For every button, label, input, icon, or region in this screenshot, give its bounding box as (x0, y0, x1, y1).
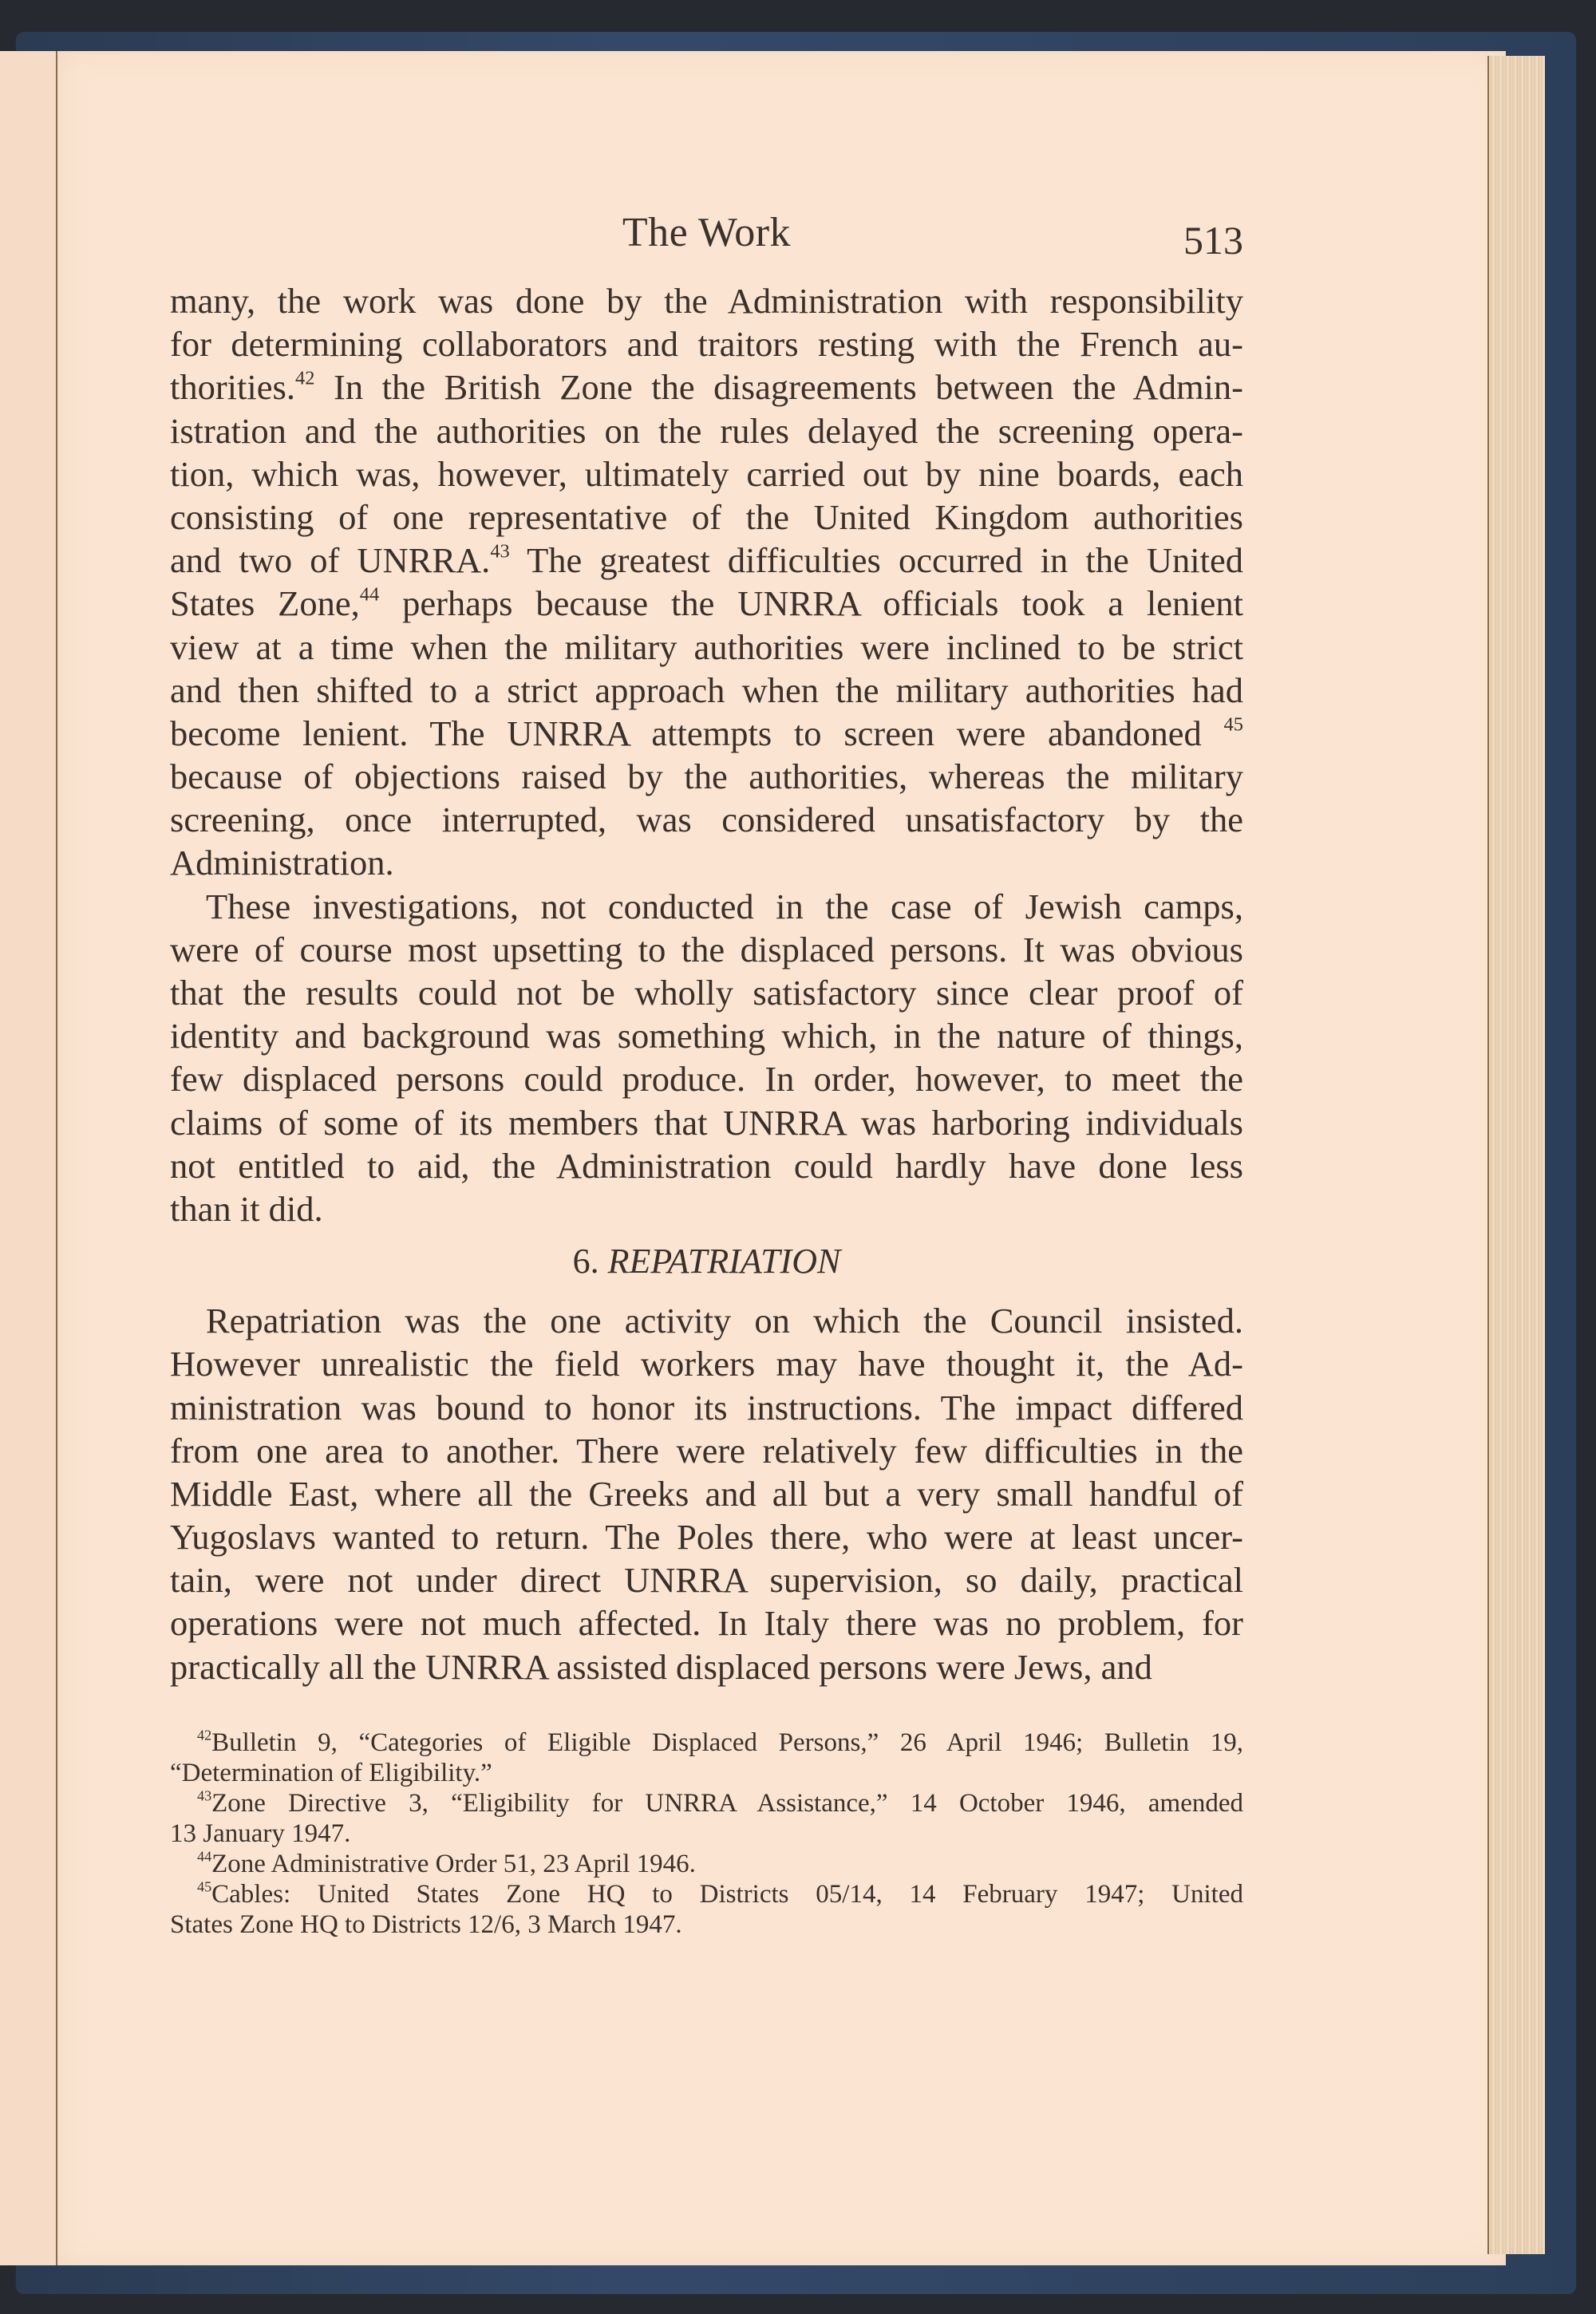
text-line: not entitled to aid, the Administration could hardly have done less (170, 1145, 1243, 1186)
text-line: practically all the UNRRA assisted displaced persons were Jews, and (170, 1646, 1152, 1687)
footnote-number: 43 (197, 1787, 212, 1804)
text-line: few displaced persons could produce. In order, however, to meet the (170, 1059, 1243, 1100)
footnote-line: $^{45}$Cables: United States Zone HQ to Districts 05/14, 14 February 1947; United (197, 1878, 1243, 1909)
running-head: The Work (622, 210, 792, 255)
footnote-44 (170, 1849, 1243, 1879)
footnote-42 (170, 1728, 1243, 1788)
text-line: ministration was bound to honor its instructions. The impact differed (170, 1387, 1243, 1427)
section-title: REPATRIATION (607, 1242, 841, 1281)
text-line: Middle East, where all the Greeks and all but a very small handful of (170, 1473, 1243, 1514)
text-line: screening, once interrupted, was considered unsatisfactory by the (170, 800, 1243, 840)
text-line: States Zone,$^{44}$ perhaps because the UNRRA officials took a lenient (170, 583, 1243, 624)
footnote-line: $^{43}$Zone Directive 3, “Eligibility for UNRRA Assistance,” 14 October 1946, amended (197, 1787, 1243, 1818)
facing-page-edge (0, 51, 57, 2265)
text-line: thorities.$^{42}$ In the British Zone the disagreements between the Admin- (170, 367, 1243, 408)
paragraph-2 (170, 885, 1243, 1231)
section-heading (170, 1234, 1243, 1289)
footnote-number: 42 (197, 1727, 212, 1743)
page-fore-edge (1487, 56, 1545, 2254)
footnote-number: 45 (197, 1878, 212, 1895)
footnote-reference: 45 (1223, 713, 1243, 736)
paragraph-3 (170, 1299, 1243, 1688)
text-line: and two of UNRRA.$^{43}$ The greatest difficulties occurred in the United (170, 540, 1244, 581)
footnote-line: $^{44}$Zone Administrative Order 51, 23 April 1946. (197, 1848, 696, 1878)
text-line: become lenient. The UNRRA attempts to screen were abandoned $^{45}$ (170, 713, 1243, 753)
footnotes (170, 1728, 1243, 1940)
footnote-line: 13 January 1947. (170, 1819, 351, 1848)
text-line: However unrealistic the field workers may have thought it, the Ad- (170, 1344, 1243, 1384)
footnote-reference: 43 (490, 540, 510, 563)
text-line: were of course most upsetting to the displaced persons. It was obvious (170, 929, 1243, 969)
text-line: consisting of one representative of the United Kingdom authorities (170, 496, 1243, 537)
text-line: operations were not much affected. In Italy there was no problem, for (170, 1603, 1243, 1644)
footnote-reference: 42 (294, 368, 315, 390)
text-line: These investigations, not conducted in the case of Jewish camps, (206, 886, 1243, 926)
text-line: view at a time when the military authorities were inclined to be strict (170, 626, 1243, 667)
text-line: from one area to another. There were relatively few difficulties in the (170, 1430, 1243, 1471)
footnote-43 (170, 1788, 1243, 1849)
text-line: and then shifted to a strict approach when the military authorities had (170, 669, 1243, 710)
text-line: Repatriation was the one activity on which the Council insisted. (206, 1301, 1243, 1341)
text-line: because of objections raised by the authorities, whereas the military (170, 756, 1243, 797)
text-line: Yugoslavs wanted to return. The Poles there, who were at least uncer- (170, 1517, 1243, 1558)
page-number: 513 (1183, 218, 1243, 263)
text-line: claims of some of its members that UNRRA was harboring individuals (170, 1102, 1243, 1143)
footnote-reference: 44 (359, 583, 380, 606)
text-line: Administration. (170, 843, 394, 883)
text-line: many, the work was done by the Administration with responsibility (170, 281, 1243, 321)
section-number: 6. (572, 1242, 599, 1281)
text-line: that the results could not be wholly satisfactory since clear proof of (170, 973, 1243, 1013)
page-header (170, 209, 1243, 265)
text-line: than it did. (170, 1188, 323, 1229)
paragraph-1 (170, 279, 1243, 885)
footnote-line: States Zone HQ to Districts 12/6, 3 March 1947. (170, 1910, 682, 1939)
footnote-line: “Determination of Eligibility.” (170, 1759, 492, 1787)
text-line: istration and the authorities on the rules delayed the screening opera- (170, 410, 1243, 451)
text-line: tion, which was, however, ultimately carried out by nine boards, each (170, 453, 1243, 494)
text-line: for determining collaborators and traitors resting with the French au- (170, 324, 1243, 365)
body-text (170, 279, 1243, 1688)
text-line: tain, were not under direct UNRRA supervision, so daily, practical (170, 1560, 1243, 1601)
footnote-number: 44 (197, 1848, 212, 1865)
footnote-line: $^{42}$Bulletin 9, “Categories of Eligible Displaced Persons,” 26 April 1946; Bulletin 19, (197, 1727, 1243, 1757)
footnote-45 (170, 1879, 1243, 1940)
text-line: identity and background was something which, in the nature of things, (170, 1016, 1243, 1056)
